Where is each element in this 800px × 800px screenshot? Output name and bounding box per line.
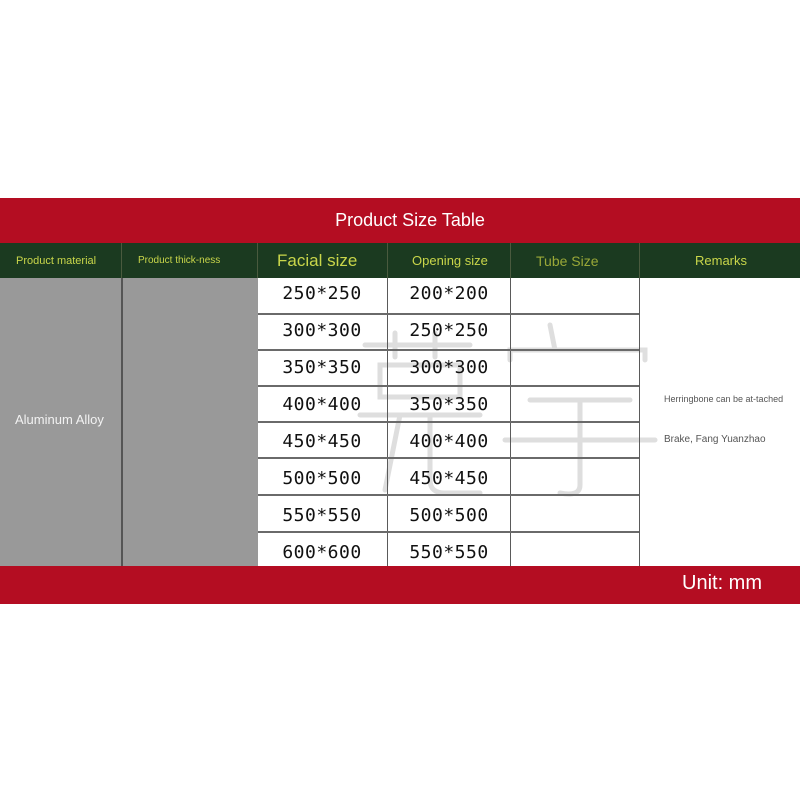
opening-size-cell: 300*300 — [409, 356, 489, 378]
facial-size-cell: 550*550 — [282, 504, 362, 526]
remark-brake: Brake, Fang Yuanzhao — [664, 434, 766, 445]
header-product-material: Product material — [16, 254, 97, 267]
opening-size-cell: 500*500 — [409, 504, 489, 526]
table-title: Product Size Table — [335, 210, 485, 230]
facial-size-cell: 300*300 — [282, 319, 362, 341]
opening-size-cell: 350*350 — [409, 393, 489, 415]
opening-size-cell: 250*250 — [409, 319, 489, 341]
opening-size-cell: 550*550 — [409, 541, 489, 563]
facial-size-cell: 350*350 — [282, 356, 362, 378]
thickness-column — [123, 278, 258, 566]
grid-divider — [639, 278, 640, 566]
opening-size-cell: 400*400 — [409, 430, 489, 452]
facial-size-cell: 250*250 — [282, 282, 362, 304]
table-title-bar — [0, 198, 800, 243]
header-divider — [121, 243, 122, 278]
header-divider — [387, 243, 388, 278]
header-row — [0, 243, 800, 278]
header-remarks: Remarks — [695, 253, 748, 268]
opening-size-cell: 450*450 — [409, 467, 489, 489]
facial-size-cell: 400*400 — [282, 393, 362, 415]
unit-label: Unit: mm — [682, 572, 762, 594]
material-value: Aluminum Alloy — [15, 412, 104, 427]
header-facial-size: Facial size — [277, 250, 358, 270]
header-opening-size: Opening size — [412, 253, 488, 268]
header-divider — [639, 243, 640, 278]
remarks-column — [640, 278, 800, 566]
opening-size-cell: 200*200 — [409, 282, 489, 304]
facial-size-cell: 450*450 — [282, 430, 362, 452]
facial-size-cell: 600*600 — [282, 541, 362, 563]
footer-bar — [0, 566, 800, 604]
remark-herringbone: Herringbone can be at-tached — [664, 394, 784, 404]
header-divider — [257, 243, 258, 278]
header-product-thickness: Product thick-ness — [138, 254, 221, 266]
header-tube-size: Tube Size — [536, 252, 599, 269]
header-divider — [510, 243, 511, 278]
facial-size-cell: 500*500 — [282, 467, 362, 489]
